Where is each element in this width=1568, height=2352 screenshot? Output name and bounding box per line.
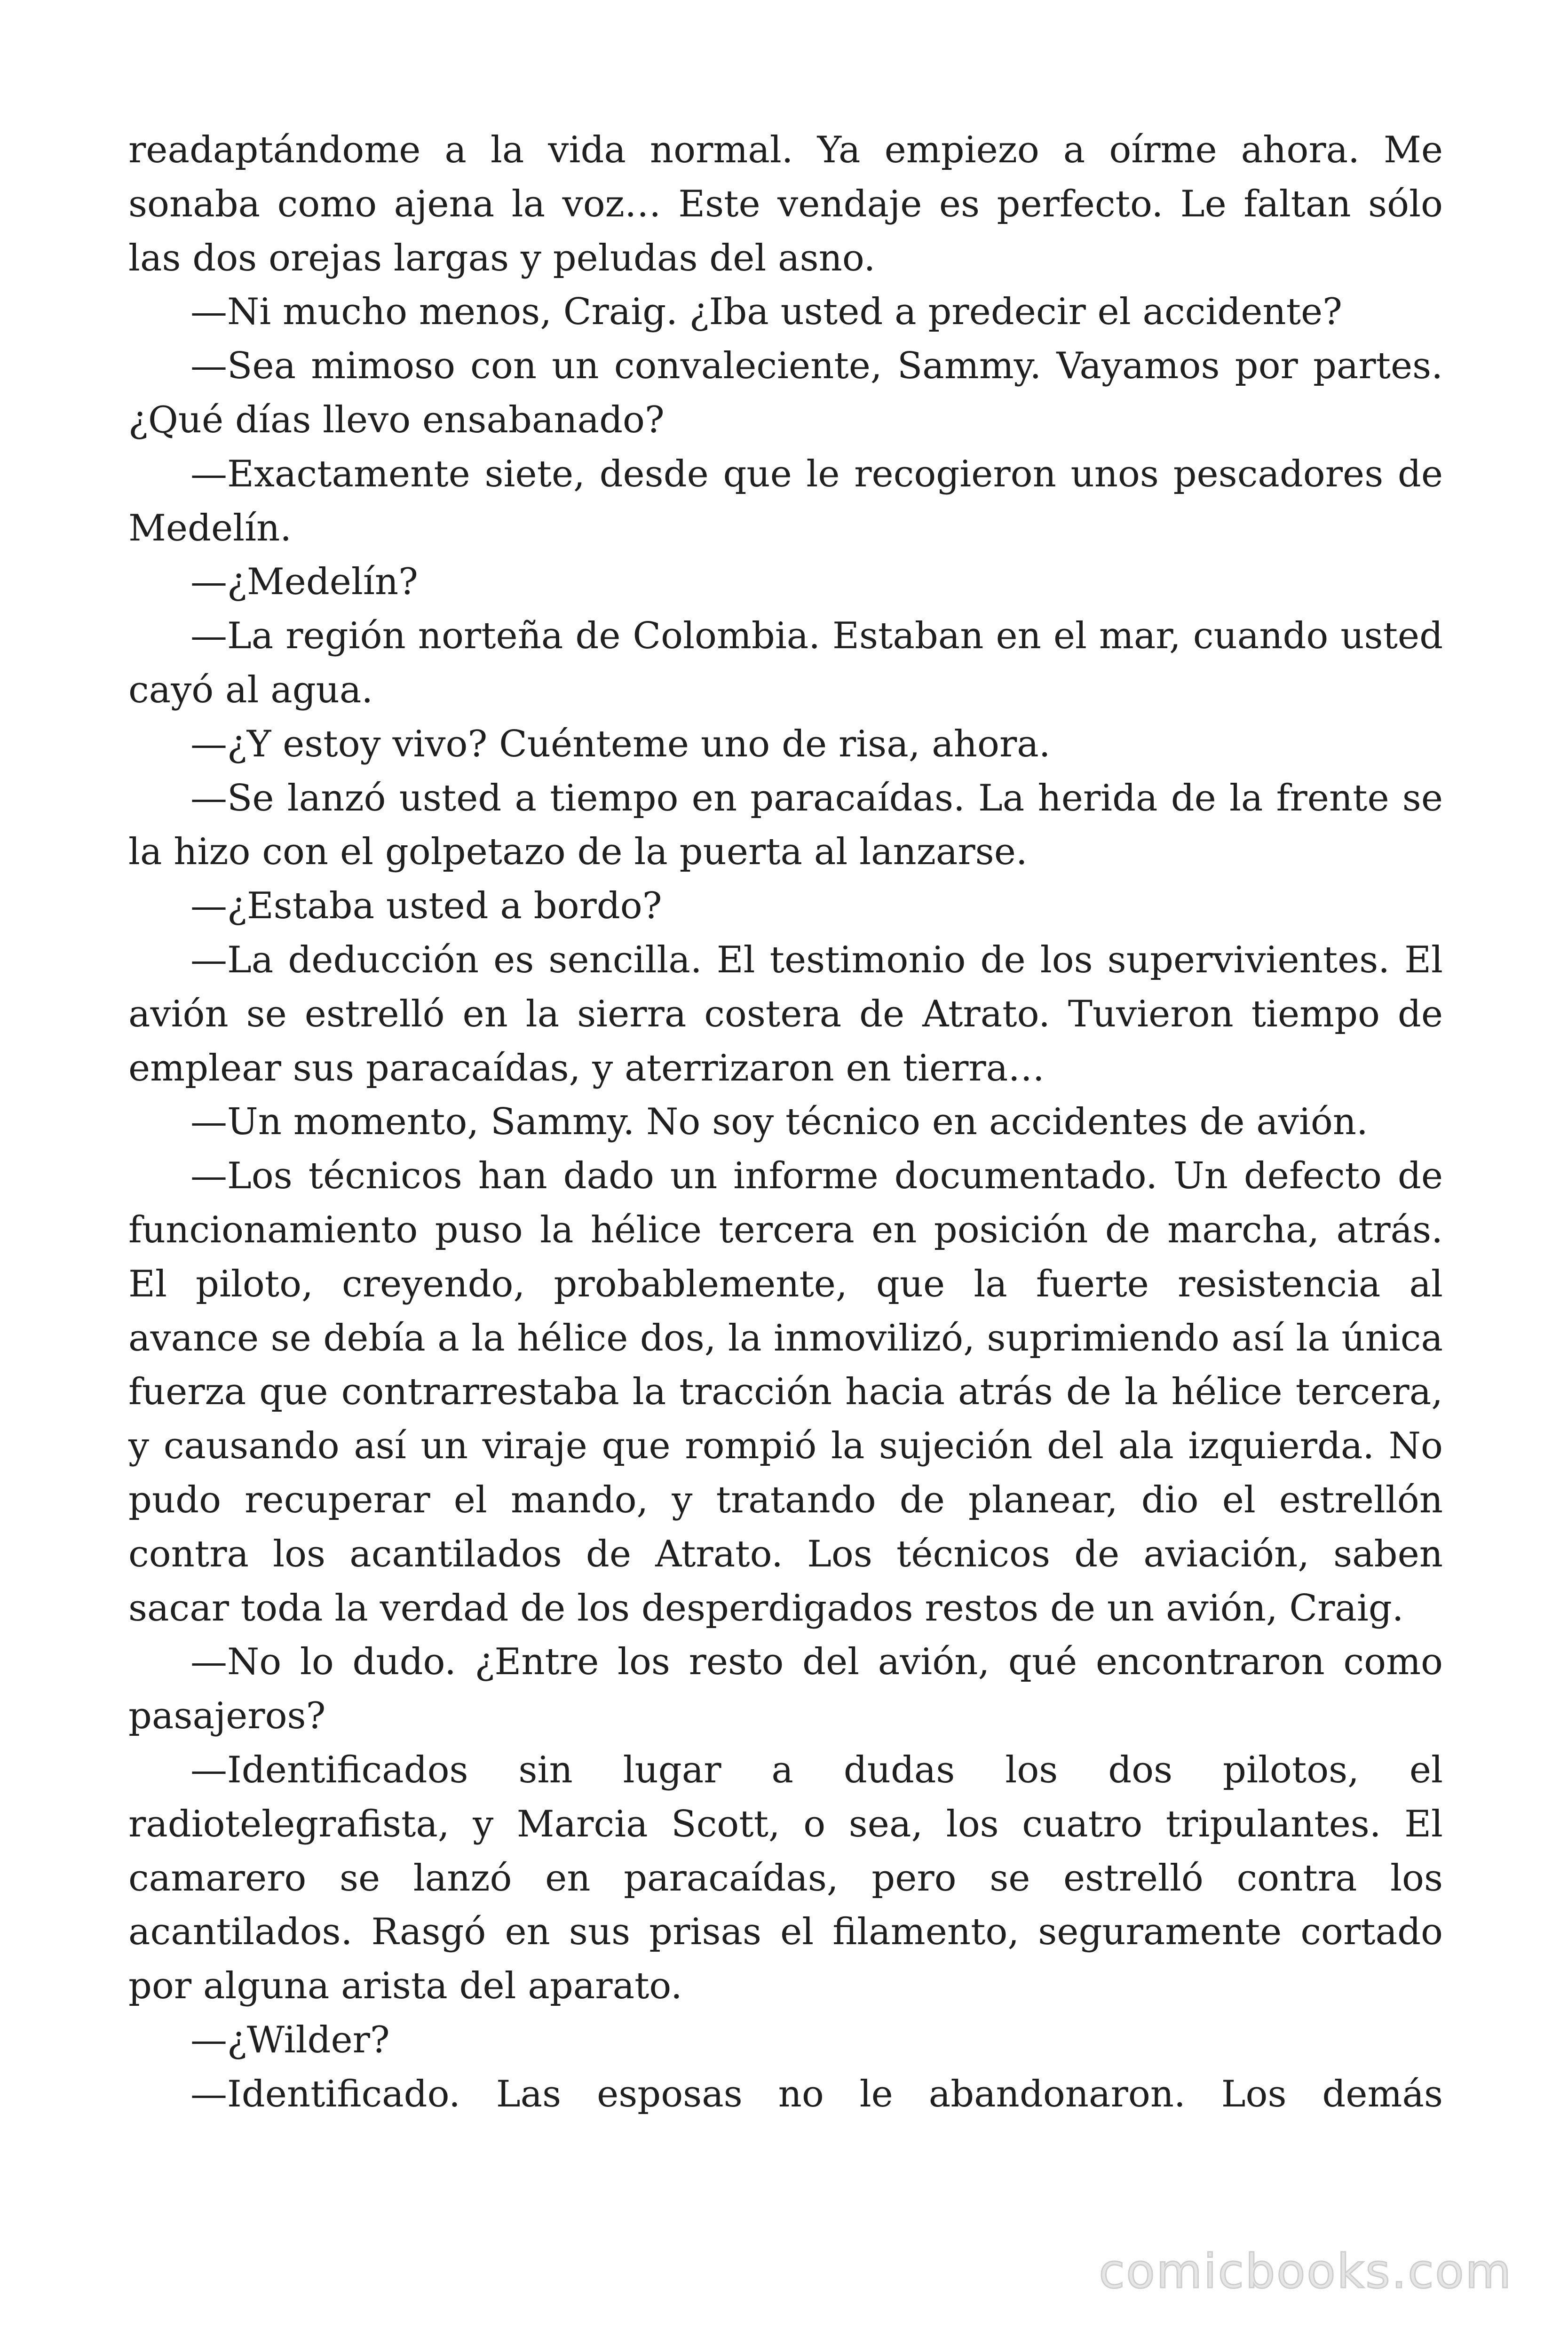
paragraph: —Sea mimoso con un convaleciente, Sammy. Vayamos por partes. ¿Qué días llevo ensabanado? xyxy=(128,345,1443,441)
paragraph: —Identificado. Las esposas no le abandonaron. Los demás xyxy=(190,2073,1443,2115)
paragraph: —Los técnicos han dado un informe documentado. Un defecto de funcionamiento puso la hélice tercera en posición de marcha, atrás. El piloto, creyendo, probablemente, que la fuerte resistencia al avance se debía a la hélice dos, la inmovilizó, suprimiendo así la única fuerza que contrarrestaba la tracción hacia atrás de la hélice tercera, y causando así un viraje que rompió la sujeción del ala izquierda. No pudo recuperar el mando, y tratando de planear, dio el estrellón contra los acantilados de Atrato. Los técnicos de aviación, saben sacar toda la verdad de los desperdigados restos de un avión, Craig. xyxy=(128,1155,1443,1629)
paragraph: —¿Medelín? xyxy=(190,561,418,604)
paragraph: —Un momento, Sammy. No soy técnico en accidentes de avión. xyxy=(190,1101,1368,1144)
paragraph: —La región norteña de Colombia. Estaban en el mar, cuando usted cayó al agua. xyxy=(128,615,1443,711)
paragraph: —Se lanzó usted a tiempo en paracaídas. La herida de la frente se la hizo con el golpetazo de la puerta al lanzarse. xyxy=(128,777,1443,874)
paragraph: —No lo dudo. ¿Entre los resto del avión, qué encontraron como pasajeros? xyxy=(128,1641,1443,1738)
paragraph: —¿Y estoy vivo? Cuénteme uno de risa, ahora. xyxy=(190,723,1051,765)
paragraph: —La deducción es sencilla. El testimonio de los supervivientes. El avión se estrelló en la sierra costera de Atrato. Tuvieron tiempo de emplear sus paracaídas, y aterrizaron en tierra… xyxy=(128,938,1443,1089)
paragraph: —¿Wilder? xyxy=(190,2018,390,2061)
paragraph: readaptándome a la vida normal. Ya empiezo a oírme ahora. Me sonaba como ajena la voz… Este vendaje es perfecto. Le faltan sólo las dos orejas largas y peludas del asno. xyxy=(128,129,1443,279)
page-text xyxy=(128,123,1443,2121)
watermark: comicbooks.com xyxy=(1099,2244,1513,2299)
paragraph: —Exactamente siete, desde que le recogieron unos pescadores de Medelín. xyxy=(128,453,1443,549)
paragraph: —Ni mucho menos, Craig. ¿Iba usted a predecir el accidente? xyxy=(190,291,1342,334)
paragraph: —Identificados sin lugar a dudas los dos pilotos, el radiotelegrafista, y Marcia Scott, o sea, los cuatro tripulantes. El camarero se lanzó en paracaídas, pero se estrelló contra los acantilados. Rasgó en sus prisas el filamento, seguramente cortado por alguna arista del aparato. xyxy=(128,1748,1443,2008)
paragraph: —¿Estaba usted a bordo? xyxy=(190,885,662,928)
